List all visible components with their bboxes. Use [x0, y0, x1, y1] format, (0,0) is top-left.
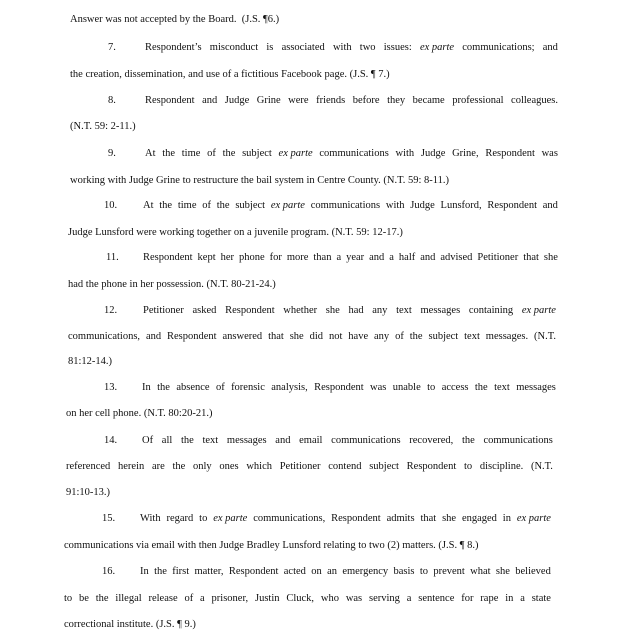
paragraph-line: on her cell phone. (N.T. 80:20-21.): [66, 408, 213, 419]
paragraph-line: Of all the text messages and email communications recovered, the communications: [142, 435, 553, 446]
paragraph-line: 91:10-13.): [66, 487, 111, 498]
paragraph-line: In the absence of forensic analysis, Respondent was unable to access the text messages: [142, 382, 556, 393]
paragraph-number: 12.: [104, 305, 118, 316]
paragraph-line: (N.T. 59: 2-11.): [70, 121, 136, 132]
paragraph-line: At the time of the subject ex parte communications with Judge Lunsford, Respondent and: [143, 200, 558, 211]
paragraph-line: Respondent kept her phone for more than a year and a half and advised Petitioner that she: [143, 252, 558, 263]
paragraph-number: 11.: [106, 252, 119, 263]
paragraph-number: 9.: [108, 148, 116, 159]
paragraph-line: At the time of the subject ex parte communications with Judge Grine, Respondent was: [145, 148, 558, 159]
paragraph-line: 81:12-14.): [68, 356, 113, 367]
paragraph-number: 7.: [108, 42, 116, 53]
paragraph-number: 10.: [104, 200, 118, 211]
paragraph-line: working with Judge Grine to restructure the bail system in Centre County. (N.T. 59: 8-11.): [70, 175, 449, 186]
paragraph-line: communications via email with then Judge Bradley Lunsford relating to two (2) matters. (J.S. ¶ 8.): [64, 540, 479, 551]
paragraph-number: 14.: [104, 435, 118, 446]
paragraph-line: In the first matter, Respondent acted on an emergency basis to prevent what she believed: [140, 566, 551, 577]
paragraph-line: the creation, dissemination, and use of a fictitious Facebook page. (J.S. ¶ 7.): [70, 69, 390, 80]
paragraph-line: referenced herein are the only ones which Petitioner contend subject Respondent to discipline. (N.T.: [66, 461, 553, 472]
paragraph-line: to be the illegal release of a prisoner, Justin Cluck, who was serving a sentence for rape in a state: [64, 593, 551, 604]
paragraph-line: Respondent and Judge Grine were friends before they became professional colleagues.: [145, 95, 558, 106]
paragraph-number: 16.: [102, 566, 116, 577]
paragraph-number: 13.: [104, 382, 118, 393]
paragraph-line: Petitioner asked Respondent whether she had any text messages containing ex parte: [143, 305, 556, 316]
paragraph-line: had the phone in her possession. (N.T. 80-21-24.): [68, 279, 276, 290]
paragraph-number: 15.: [102, 513, 116, 524]
paragraph-line: Judge Lunsford were working together on a juvenile program. (N.T. 59: 12-17.): [68, 227, 403, 238]
paragraph-number: 8.: [108, 95, 116, 106]
fragment-text: Answer was not accepted by the Board.: [70, 14, 237, 25]
cut-off-line: [74, 0, 560, 4]
paragraph-line: correctional institute. (J.S. ¶ 9.): [64, 619, 196, 630]
paragraph-fragment: [70, 15, 279, 26]
paragraph-line: Respondent’s misconduct is associated with two issues: ex parte communications; and: [145, 42, 558, 53]
paragraph-line: communications, and Respondent answered that she did not have any of the subject text messages. (N.T.: [68, 331, 556, 342]
paragraph-line: With regard to ex parte communications, Respondent admits that she engaged in ex parte: [140, 513, 551, 524]
fragment-citation: (J.S. ¶6.): [241, 14, 280, 25]
